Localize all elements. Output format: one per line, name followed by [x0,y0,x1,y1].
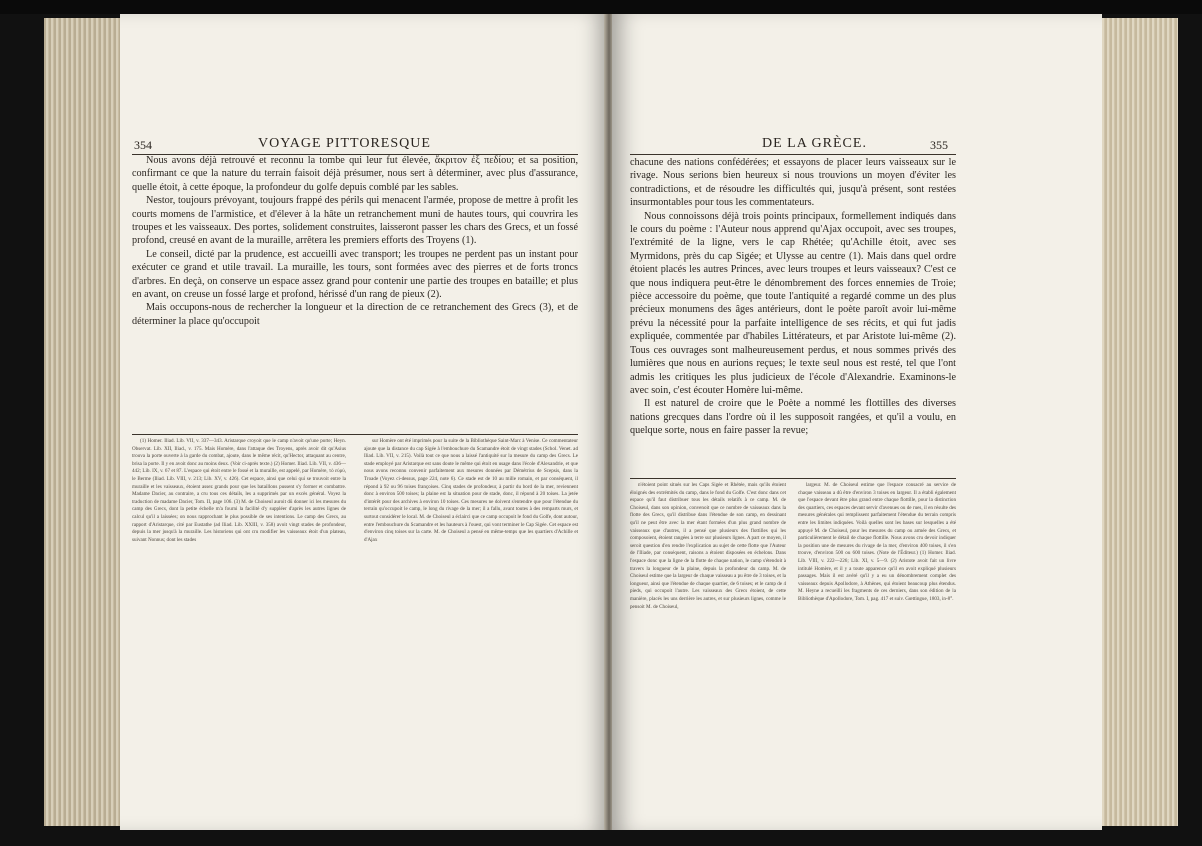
page-number-left: 354 [134,138,152,152]
top-edge [0,0,1202,14]
paragraph: Nous avons déjà retrouvé et reconnu la tombe qui leur fut élevée, ἄκριτον ἐξ πεδίου; et sa position, confirmant ce que la nature du terrain faisoit déjà présumer, nous sert à déterminer, avec plus d'assurance, quelle étoit, à cette époque, la profondeur du golfe depuis comblé par les sables. [132,155,578,193]
footnotes-right-col2 [798,482,956,692]
right-page-fore-edge [1100,18,1178,826]
footnote-rule-left [132,434,578,435]
paragraph: Nous connoissons déjà trois points principaux, formellement indiqués dans le cours du poème : l'Auteur nous apprend qu'Ajax occupoit, avec ses troupes, l'extrémité de la ligne, vers le cap Rhétée; qu'Achille étoit, avec ses Myrmidons, près du cap Sigée; et Ulysse au centre (1). Mais dans quel ordre étoient placés les autres Princes, avec leurs troupes et leurs vaisseaux? C'est ce que nous indiquera peut-être le dénombrement des forces ennemies de Troie; pièce accessoire du poème, que toute l'antiquité a regardé comme un des plus précieux monumens des âges antérieurs, dont le poète paroît avoir lui-même prévu la nécessité pour la parfaite intelligence de ses récits, et qui fut jadis expliquée, commentée par d'habiles Littérateurs, et par Aristote lui-même (2). Tous ces ouvrages sont malheureusement perdus, et nous sommes privés des lumières que nous en aurions reçues; le texte seul nous est resté, tel que l'ont admis les critiques les plus judicieux de l'école d'Alexandrie. Examinons-le avec soin, c'est écouter Homère lui-même. [630,210,956,396]
footnote-text: largeur. M. de Choiseul estime que l'espace consacré au service de chaque vaisseau a dû être d'environ 3 toises en largeur. Il a établi également que l'espace devant être plus grand entre chaque flottille, pour la distinction des quartiers, ces espaces devant servir d'avenues ou de rues, il en résulte des mesures générales qui remplissent parfaitement l'étendue du terrain compris entre les limites indiquées. Voilà quelles sont les bases sur lesquelles a été appuyé M. de Choiseul, pour les mesures du camp ou armée des Grecs, et particulièrement le détail de chaque flottille. Nous avons cru devoir indiquer la position une de mesures du rivage de la mer, d'environ 400 toises, il s'en trouve, d'environ 500 ou 600 toises. (Note de l'Éditeur.) (1) Homer. Iliad. Lib. VIII, v. 222—226; Lib. XI, v. 5—9. (2) Aristote avoit fait un livre intitulé Homère, et il y a toute apparence qu'il en avoit expliqué plusieurs passages. Mais il est avéré qu'il y a eu un dénombrement complet des vaisseaux depuis Apollodore, à Athènes, qui étoient beaucoup plus étendus. M. Heyne a recueilli les fragments de ces derniers, dans son édition de la Bibliothèque d'Apollodore, Tom. I, pag. 417 et suiv. Gœttingue, 1803, in-8°. [798,482,956,602]
page-number-right: 355 [930,138,948,152]
head-rule-right [630,154,956,155]
footnotes-right-col1 [630,482,786,692]
paragraph: Nestor, toujours prévoyant, toujours frappé des périls qui menacent l'armée, propose de mettre à profit les courts momens de l'armistice, et d'élever à la hâte un retranchement muni de hautes tours, qui couvrira les troupes et les vaisseaux. Des portes, solidement construites, laisseront passer les chars des Grecs, et un fossé profond, creusé en avant de la muraille, arrêtera les premiers efforts des Troyens (1). [132,195,578,247]
right-page [612,14,1102,830]
footnote-text: sur Homère ont été imprimés pour la suite de la Bibliothèque Saint-Marc à Venise. Ce commentateur ajoute que la distance du cap Sigée à l'embouchure du Scamandre étoit de vingt stades (Schol. Venet. ad Iliad. Lib. VII, v. 215). Voilà tout ce que nous a laissé l'antiquité sur la mesure du camp des Grecs. Le stade employé par Aristarque est sans doute le même qui étoit en usage dans l'école d'Alexandrie, et que nous avons reconnu convenir parfaitement aux mesures données par Démétrius de Scepsis, dans la Troade (Voyez ci-dessus, page 224, note 6). Ce stade est de 10 au mille romain, et par conséquent, il répond à 92 ou 96 toises françoises. Cinq stades de profondeur, à partir du bord de la mer, reviennent donc à environ 500 toises; la plaine est la situation pour de stade, donc, il répond à 20 toises. La jetée d'intérêt pour des archives à environ 10 toises. Ces mesures ne doivent s'entendre que pour l'étendue du terrain qu'occupoit le camp, le long du rivage de la mer; il a fallu, avant toutes à des remparts murs, et surtout considérer le local. M. de Choiseul a éclairci que ce camp occupoit le fond du Golfe, dont autour, entre l'embouchure du Scamandre et les hauteurs à l'ouest, qui vont terminer le Cap Sigée. Cet espace est d'environ cinq toises sur la carte. M. de Choiseul a pensé en même-temps que les quartiers d'Achille et d'Ajax [364,438,578,543]
paragraph: chacune des nations confédérées; et essayons de placer leurs vaisseaux sur le rivage. Nous serions bien heureux si nous trouvions un moyen d'éviter les contradictions, et de résoudre les difficultés qui, jusqu'à présent, sont restées insurmontables pour tous les commentateurs. [630,157,956,209]
paragraph: Il est naturel de croire que le Poète a nommé les flottilles des diverses nations grecques dans l'ordre où il les supposoit rangées, et qu'il a voulu, en quelque sorte, nous en faire passer la revue; [630,398,956,437]
paragraph: Mais occupons-nous de rechercher la longueur et la direction de ce retranchement des Grecs (3), et de déterminer la place qu'occupoit [132,302,578,327]
running-head-right: DE LA GRÈCE. [762,136,867,151]
footnote-rule-right [630,478,956,479]
left-page [120,14,608,830]
footnotes-left-col2 [364,438,578,658]
body-text-left [132,154,578,424]
body-text-right [630,156,956,468]
footnote-text: n'étoient point situés sur les Caps Sigée et Rhétée, mais qu'ils étoient éloignés des extrémités du camp, dans le fond du Golfe. C'est donc dans cet espace qu'il faut distribuer tous les détails relatifs à ce camp. M. de Choiseul, dans son opinion, convenoit que ce nombre de vaisseaux dans la flotte des Grecs, qu'il distribue dans l'étendue de son camp, en dessinant qu'il ne peut être avec la mer étant formées d'un plus grand nombre de vaisseaux que d'autres, il a pensé que plusieurs des flottilles qui les composoient, étoient rangées à terre sur plusieurs lignes. A part ce moyen, il seroit question d'en rendre l'explication au sujet de cette flotte que l'Auteur de l'Iliade, par conséquent, raisons a étoient disposées en échelons. Dans l'espace donc que la ligne de la flotte de chaque nation, le camp s'étendoit à travers la longueur de la plaine, depuis la profondeur du camp. M. de Choiseul estime que la largeur de chaque vaisseau a pu être de 3 toises, et la longueur, ainsi que l'étendue de chaque quartier, de 6 toises; et le camp de 4 pieds, qui occupoit l'autre. Les vaisseaux des Grecs étoient, de cette manière, placés les uns derrière les autres, et sur plusieurs lignes, comme le pensoit M. de Choiseul, [630,482,786,610]
left-page-fore-edge [44,18,120,826]
running-head-left: VOYAGE PITTORESQUE [258,136,431,151]
footnote-text: (1) Homer. Iliad. Lib. VII, v. 337—343. Aristarque croyoit que le camp n'avoit qu'une porte; Heyn. Observat. Lib. XII, Iliad., v. 175. Mais Homère, dans l'attaque des Troyens, après avoir dit qu'Asius trouva la porte ouverte à la garde du combat, ajoute, dans le même récit, qu'Hector, attaquant au centre, brisa la porte. Il y en avoit donc au moins deux. (Voir ci-après texte.) (2) Homer. Iliad. Lib. VII, v. 436—442; Lib. IX, v. 67 et 87. L'espace qui étoit entre le fossé et la muraille, est appelé, par Homère, τὸ εὐρὺ, le Berme (Iliad. Lib. VIII, v. 213; Lib. XV, v. 426). Cet espace, ainsi que celui qui se trouvoit entre la muraille et les vaisseaux, étoient assez grands pour que les bataillons pussent s'y former et combattre. Madame Dacier, au contraire, a cru tous ces détails, les a supprimés par un excès général. Voyez la traduction de madame Dacier, Tom. II, page 106. (3) M. de Choiseul auroit dû donner ici les mesures du camp des Grecs, dont la petite échelle m'a fourni la facilité d'y suppléer d'après les autres lignes de calcul qu'il a laissées; on nous rapprochant le plus possible de ses intentions. Le camp des Grecs, au rapport d'Aristarque, cité par Eustathe (ad Iliad. Lib. XXIII, v. 358) avoit vingt stades de profondeur, depuis la mer jusqu'à la muraille. Les historiens qui ont cru modifier les vaisseaux étoit d'un plateau, suivant Nonnus; dont les stades [132,438,346,543]
footnotes-left-col1 [132,438,346,658]
paragraph: Le conseil, dicté par la prudence, est accueilli avec transport; les troupes ne perdent pas un instant pour exécuter ce grand et utile travail. La muraille, les tours, sont formées avec des pierres et de forts troncs d'arbres. En deçà, on conserve un espace assez grand pour contenir une partie des troupes en bataille; et plus en avant, on creuse un fossé large et profond, hérissé d'un rang de pieux (2). [132,248,578,301]
